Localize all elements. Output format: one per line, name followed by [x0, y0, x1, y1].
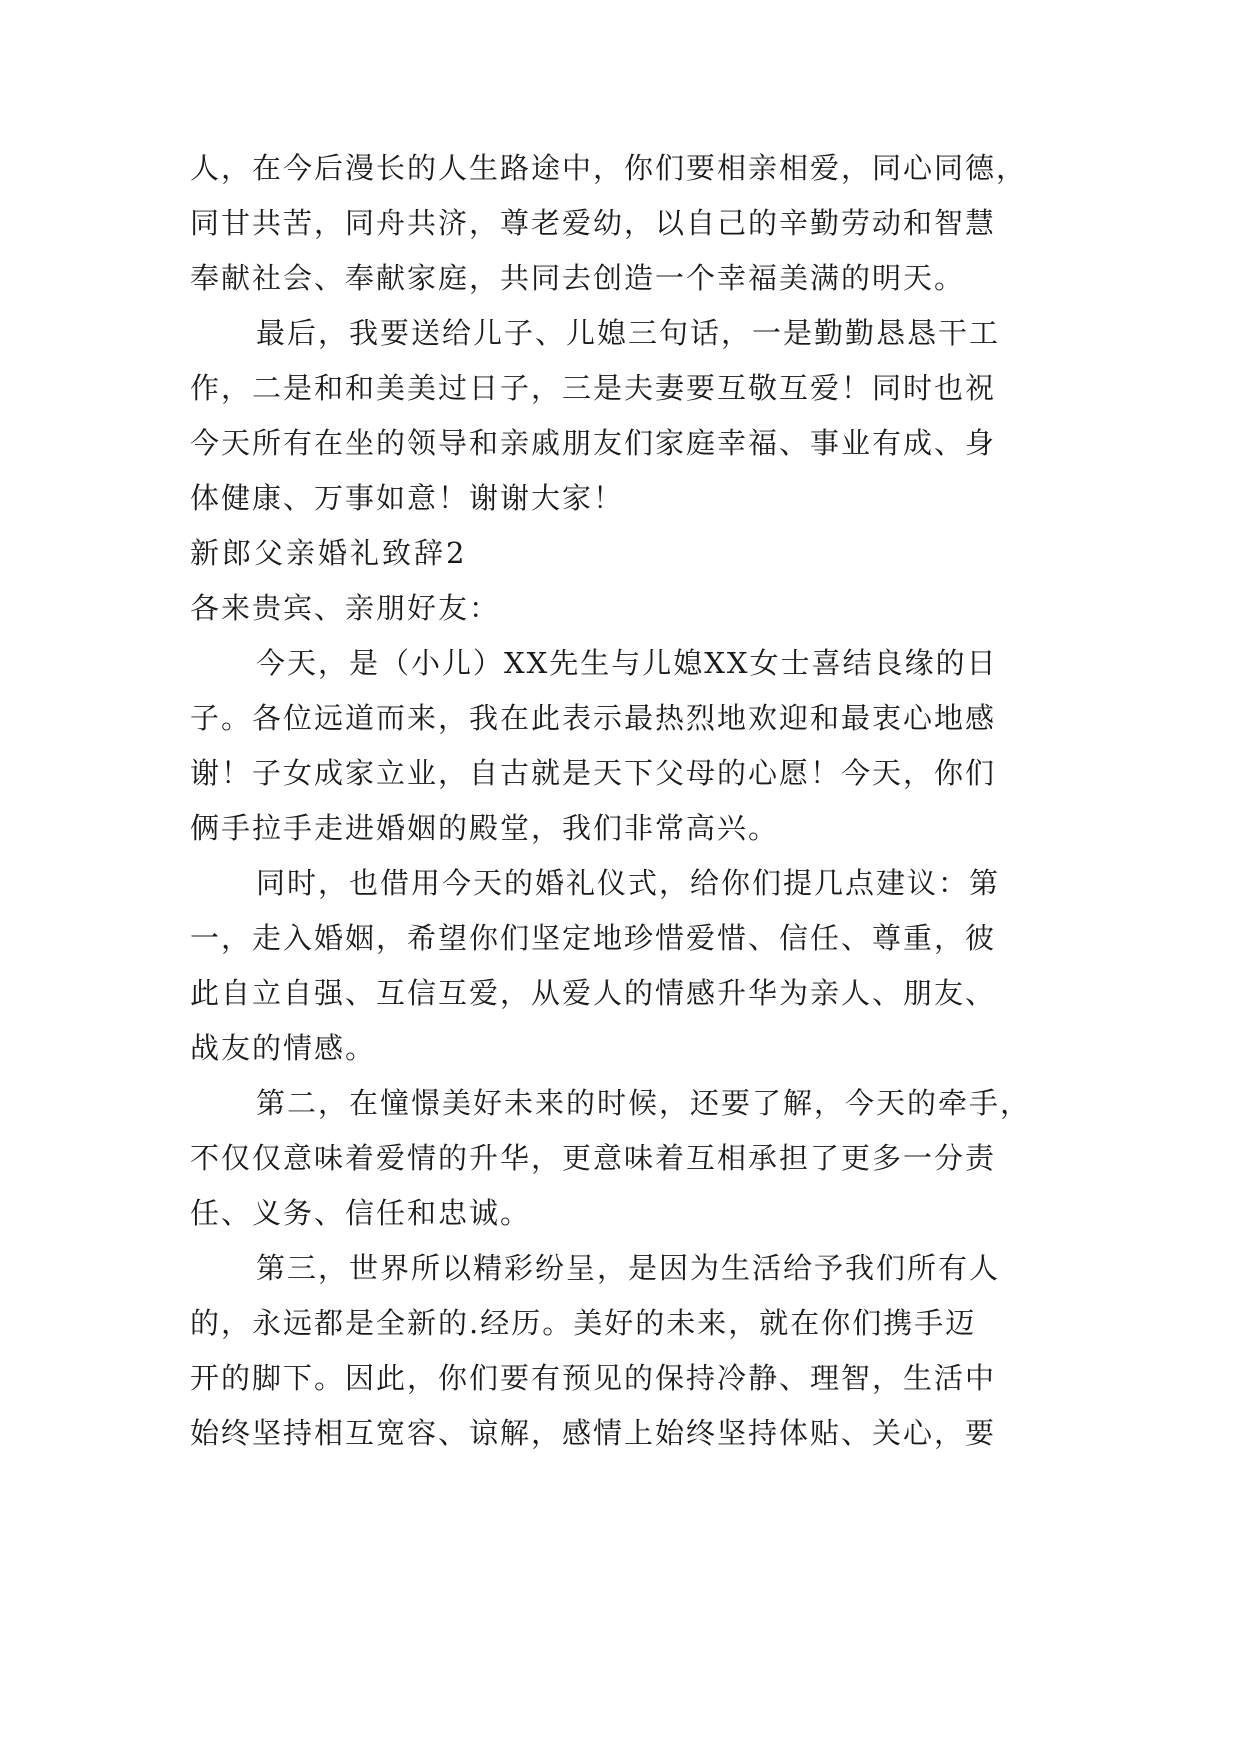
text-line: 奉献社会、奉献家庭，共同去创造一个幸福美满的明天。 — [190, 261, 966, 295]
section-title: 新郎父亲婚礼致辞2 — [190, 536, 468, 570]
text-line: 俩手拉手走进婚姻的殿堂，我们非常高兴。 — [190, 811, 780, 845]
text-line: 人，在今后漫长的人生路途中，你们要相亲相爱，同心同德， — [190, 151, 1028, 185]
paragraph-first-line: 最后，我要送给儿子、儿媳三句话，一是勤勤恳恳干工 — [256, 316, 1001, 350]
paragraph-first-line: 第二，在憧憬美好未来的时候，还要了解，今天的牵手， — [256, 1086, 1032, 1120]
text-line: 今天所有在坐的领导和亲戚朋友们家庭幸福、事业有成、身 — [190, 426, 997, 460]
text-line: 同甘共苦，同舟共济，尊老爱幼，以自己的辛勤劳动和智慧 — [190, 206, 997, 240]
text-line: 一，走入婚姻，希望你们坚定地珍惜爱惜、信任、尊重，彼 — [190, 921, 997, 955]
text-line: 作，二是和和美美过日子，三是夫妻要互敬互爱！同时也祝 — [190, 371, 997, 405]
paragraph-first-line: 第三，世界所以精彩纷呈，是因为生活给予我们所有人 — [256, 1251, 1001, 1285]
text-line: 不仅仅意味着爱情的升华，更意味着互相承担了更多一分责 — [190, 1141, 997, 1175]
paragraph-first-line: 今天，是（小儿）XX先生与儿媳XX女士喜结良缘的日 — [256, 646, 998, 680]
text-line: 开的脚下。因此，你们要有预见的保持冷静、理智，生活中 — [190, 1361, 997, 1395]
text-line: 谢！子女成家立业，自古就是天下父母的心愿！今天，你们 — [190, 756, 997, 790]
salutation: 各来贵宾、亲朋好友： — [190, 591, 501, 625]
text-line: 此自立自强、互信互爱，从爱人的情感升华为亲人、朋友、 — [190, 976, 997, 1010]
text-line: 任、义务、信任和忠诚。 — [190, 1196, 532, 1230]
text-line: 始终坚持相互宽容、谅解，感情上始终坚持体贴、关心，要 — [190, 1416, 997, 1450]
text-line: 体健康、万事如意！谢谢大家！ — [190, 481, 625, 515]
text-line: 的，永远都是全新的.经历。美好的未来，就在你们携手迈 — [190, 1306, 977, 1340]
paragraph-first-line: 同时，也借用今天的婚礼仪式，给你们提几点建议：第 — [256, 866, 1001, 900]
text-line: 战友的情感。 — [190, 1031, 377, 1065]
text-line: 子。各位远道而来，我在此表示最热烈地欢迎和最衷心地感 — [190, 701, 997, 735]
